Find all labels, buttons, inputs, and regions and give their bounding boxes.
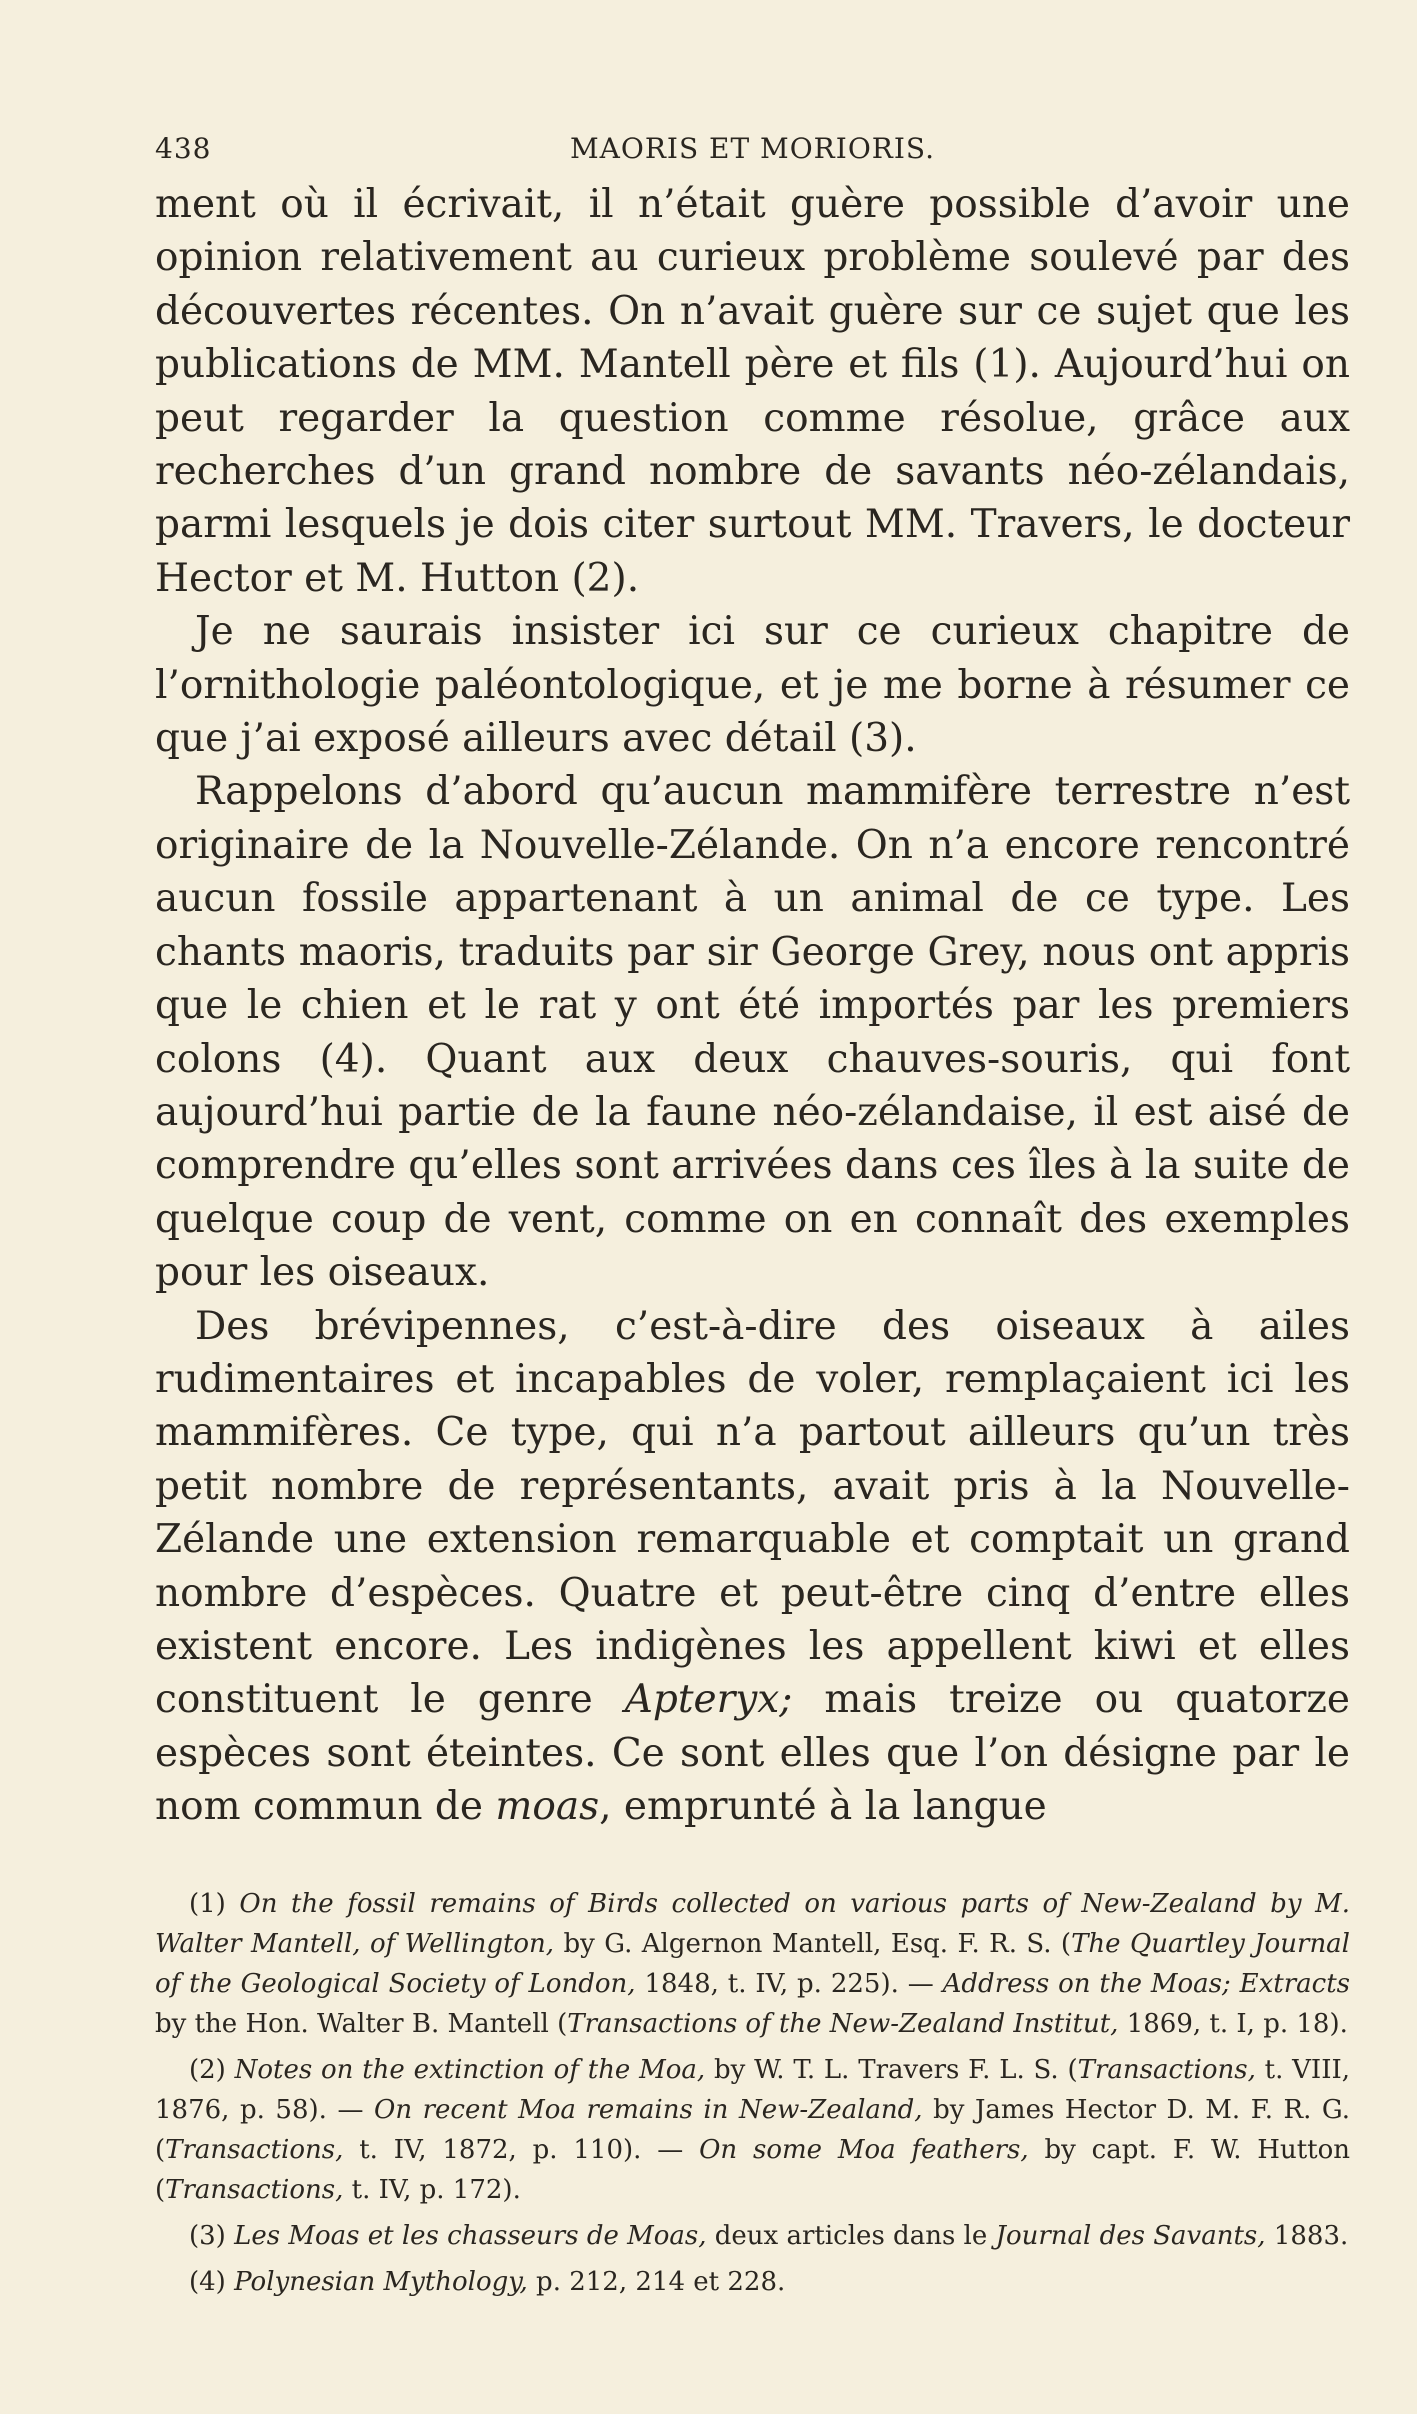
- footnote-1-title-2: Address on the Moas; Extracts: [942, 1968, 1350, 1999]
- paragraph-4-text-c: , emprunté à la langue: [599, 1784, 1047, 1830]
- paragraph-4-text-b: mais treize ou quatorze espèces sont éteintes. Ce sont elles que l’on désigne par le nom commun de: [155, 1677, 1350, 1830]
- footnote-1-title: On the fossil remains of Birds collected on various parts of New-Zealand by M. Walter Mantell, of Wellington,: [155, 1888, 1351, 1959]
- page: [155, 120, 1350, 2308]
- footnote-2-text-3: by capt. F. W. Hutton (: [155, 2134, 1351, 2205]
- footnote-3-text: deux articles dans le: [714, 2220, 988, 2251]
- footnote-1-ref-2: 1869, t. I, p. 18).: [1126, 2008, 1348, 2039]
- footnote-2-text: by W. T. L. Travers F. L. S. (: [713, 2054, 1078, 2085]
- footnote-2-journal-2: Transactions,: [165, 2134, 344, 2165]
- footnote-1-text: by G. Algernon Mantell, Esq. F. R. S. (: [563, 1928, 1072, 1959]
- footnote-2-number: (2): [189, 2054, 226, 2085]
- paragraph-1: ment où il écrivait, il n’était guère possible d’avoir une opinion relativement au curieux problème soulevé par des découvertes récentes. On n’avait guère sur ce sujet que les publications de MM. Mantell père et fils (1). Aujourd’hui on peut regarder la question comme résolue, grâce aux recherches d’un grand nombre de savants néo-zélandais, parmi lesquels je dois citer surtout MM. Travers, le docteur Hector et M. Hutton (2).: [155, 182, 1350, 601]
- footnote-2-title-2: On recent Moa remains in New-Zealand,: [374, 2094, 923, 2125]
- footnote-2-title-3: On some Moa feathers,: [699, 2134, 1029, 2165]
- running-title: MAORIS ET MORIORIS.: [569, 132, 936, 165]
- footnote-4-number: (4): [189, 2266, 226, 2297]
- footnote-1-text-2: by the Hon. Walter B. Mantell (: [155, 2008, 568, 2039]
- footnote-4-title: Polynesian Mythology,: [234, 2266, 528, 2297]
- paragraph-4-text-a: Des brévipennes, c’est-à-dire des oiseaux à ailes rudimentaires et incapables de voler, remplaçaient ici les mammifères. Ce type, qui n’a partout ailleurs qu’un très petit nombre de représentants, avait pris à la Nouvelle-Zélande une extension remarquable et comptait un grand nombre d’espèces. Quatre et peut-être cinq d’entre elles existent encore. Les indigènes les appellent kiwi et elles constituent le genre: [155, 1303, 1350, 1723]
- footnote-3-year: 1883.: [1273, 2220, 1349, 2251]
- footnote-2-ref-3: t. IV, p. 172).: [351, 2174, 521, 2205]
- footnote-2-journal: Transactions,: [1077, 2054, 1256, 2085]
- running-head: [155, 120, 1350, 178]
- footnote-2-text-2: by James Hector D. M. F. R. G. (: [155, 2094, 1350, 2165]
- footnote-1-journal: The Quartley Journal of the Geological Society of London,: [155, 1928, 1351, 1999]
- footnote-2-title: Notes on the extinction of the Moa,: [234, 2054, 706, 2085]
- footnote-3-title: Les Moas et les chasseurs de Moas,: [234, 2220, 707, 2251]
- footnote-1-journal-2: Transactions of the New-Zealand Institut,: [567, 2008, 1119, 2039]
- page-number: 438: [155, 132, 212, 165]
- footnote-1-number: (1): [189, 1888, 226, 1919]
- paragraph-2: Je ne saurais insister ici sur ce curieux chapitre de l’ornithologie paléontologique, et je me borne à résumer ce que j’ai exposé ailleurs avec détail (3).: [155, 609, 1350, 762]
- moas-term: moas: [495, 1784, 600, 1830]
- footnote-2-ref: t. VIII, 1876, p. 58). —: [155, 2054, 1351, 2125]
- footnote-3-number: (3): [189, 2220, 226, 2251]
- paragraph-3: Rappelons d’abord qu’aucun mammifère terrestre n’est originaire de la Nouvelle-Zélande. On n’a encore rencontré aucun fossile appartenant à un animal de ce type. Les chants maoris, traduits par sir George Grey, nous ont appris que le chien et le rat y ont été importés par les premiers colons (4). Quant aux deux chauves-souris, qui font aujourd’hui partie de la faune néo-zélandaise, il est aisé de comprendre qu’elles sont arrivées dans ces îles à la suite de quelque coup de vent, comme on en connaît des exemples pour les oiseaux.: [155, 769, 1350, 1296]
- footnote-3: [155, 2216, 1350, 2256]
- body-text: [155, 178, 1350, 1834]
- footnote-1-ref: 1848, t. IV, p. 225). —: [644, 1968, 934, 1999]
- footnote-2: [155, 2050, 1350, 2210]
- footnote-2-ref-2: t. IV, 1872, p. 110). —: [359, 2134, 684, 2165]
- footnote-4-ref: p. 212, 214 et 228.: [536, 2266, 786, 2297]
- footnote-4: [155, 2262, 1350, 2302]
- paragraph-4: [155, 1300, 1350, 1834]
- apteryx-term: Apteryx;: [624, 1677, 793, 1723]
- footnotes: [155, 1884, 1350, 2302]
- footnote-1: [155, 1884, 1350, 2044]
- footnote-2-journal-3: Transactions,: [165, 2174, 344, 2205]
- footnote-3-journal: Journal des Savants,: [995, 2220, 1266, 2251]
